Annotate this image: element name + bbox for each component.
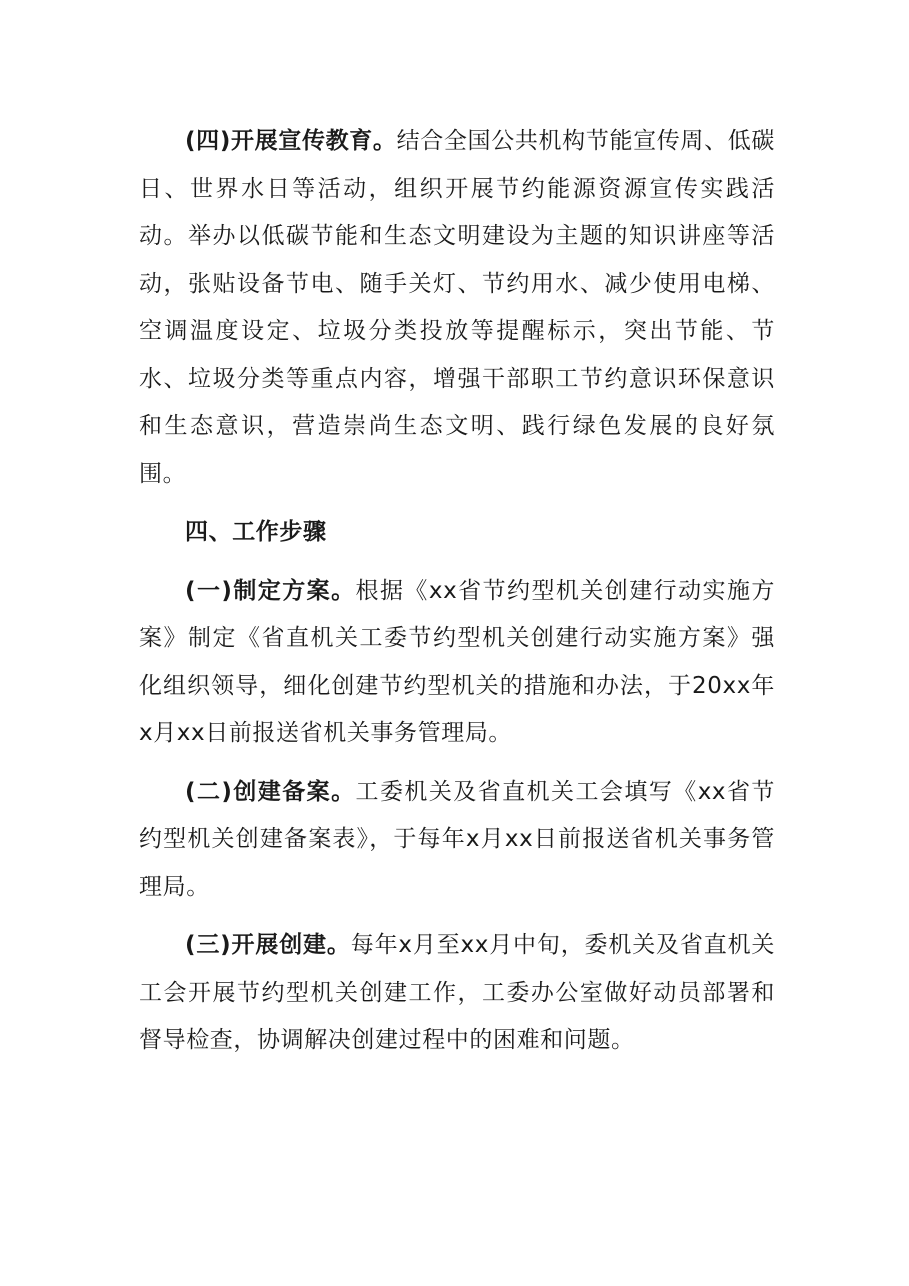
- paragraph-lead: (三)开展创建。: [185, 932, 351, 958]
- paragraph-lead: (四)开展宣传教育。: [185, 128, 397, 154]
- paragraph-text: 每年x月至xx月中旬，委机关及省直机关工会开展节约型机关创建工作，工委办公室做好动员部署和督导检查，协调解决创建过程中的困难和问题。: [139, 932, 776, 1053]
- paragraph-filing: [139, 769, 775, 912]
- paragraph-formulate-plan: [139, 568, 775, 758]
- paragraph-text: 工委机关及省直机关工会填写《xx省节约型机关创建备案表》，于每年x月xx日前报送省机关事务管理局。: [139, 778, 775, 900]
- paragraph-lead: (一)制定方案。: [185, 577, 356, 604]
- paragraph-text: 根据《xx省节约型机关创建行动实施方案》制定《省直机关工委节约型机关创建行动实施方案》强化组织领导，细化创建节约型机关的措施和办法，于20xx年x月xx日前报送省机关事务管理局。: [139, 577, 775, 746]
- paragraph-carry-out: [139, 922, 775, 1065]
- section-heading-work-steps: 四、工作步骤: [185, 519, 327, 545]
- paragraph-publicity-education: [139, 118, 775, 498]
- paragraph-text: 结合全国公共机构节能宣传周、低碳日、世界水日等活动，组织开展节约能源资源宣传实践活动。举办以低碳节能和生态文明建设为主题的知识讲座等活动，张贴设备节电、随手关灯、节约用水、减少使用电梯、空调温度设定、垃圾分类投放等提醒标示，突出节能、节水、垃圾分类等重点内容，增强干部职工节约意识环保意识和生态意识，营造崇尚生态文明、践行绿色发展的良好氛围。: [139, 128, 775, 487]
- paragraph-lead: (二)创建备案。: [185, 778, 356, 805]
- document-body: [139, 118, 775, 1065]
